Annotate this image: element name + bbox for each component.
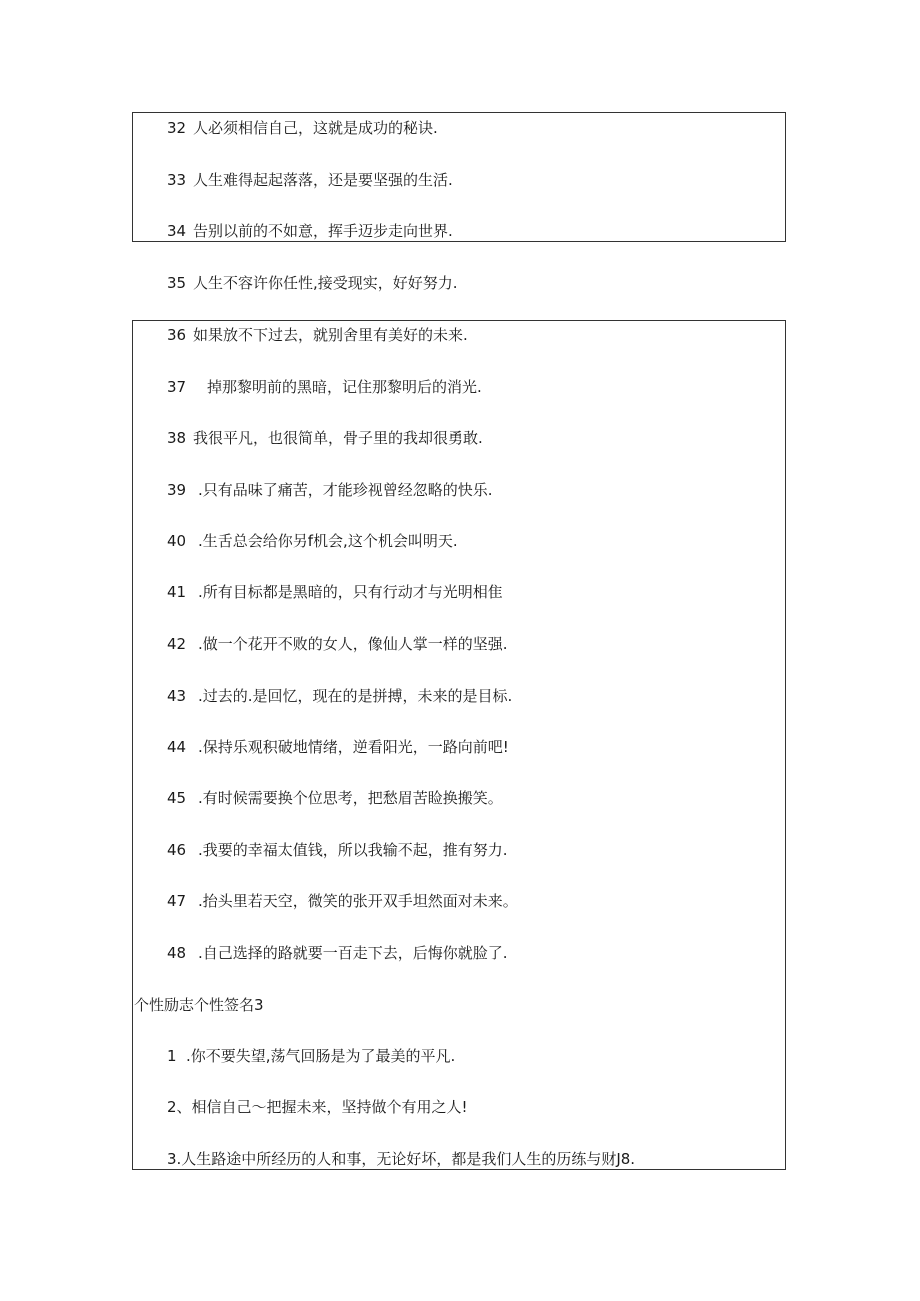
item-number: 33	[167, 171, 187, 189]
section-item-number: 1	[167, 1047, 177, 1065]
item-number: 48	[167, 944, 187, 962]
item-text: 如果放不下过去，就别舍里有美好的未来.	[193, 326, 468, 344]
section-item-text: 2、相信自己〜把握未来，坚持做个有用之人!	[167, 1098, 468, 1116]
item-number: 34	[167, 222, 187, 240]
item-number: 41	[167, 583, 187, 601]
item-number: 38	[167, 429, 187, 447]
item-number: 39	[167, 481, 187, 499]
item-number: 37	[167, 378, 187, 396]
item-text: 人必须相信自己，这就是成功的秘诀.	[193, 119, 438, 137]
item-text: 告别以前的不如意，挥手迈步走向世界.	[193, 222, 453, 240]
item-number: 45	[167, 789, 187, 807]
item-text: .做一个花开不败的女人，像仙人掌一样的坚强.	[198, 635, 508, 653]
item-text: 掉那黎明前的黑暗，记住那黎明后的消光.	[207, 378, 482, 396]
item-text: .过去的.是回忆，现在的是拼搏，未来的是目标.	[198, 687, 513, 705]
item-number: 47	[167, 892, 187, 910]
item-text: .保持乐观积破地情绪，逆看阳光，一路向前吧!	[198, 738, 509, 756]
item-number: 46	[167, 841, 187, 859]
item-number: 42	[167, 635, 187, 653]
item-text: .有时候需要换个位思考，把愁眉苦睑换搬笑。	[198, 789, 503, 807]
item-number: 43	[167, 687, 187, 705]
section-heading: 个性励志个性签名3	[134, 996, 264, 1014]
item-number: 36	[167, 326, 187, 344]
item-number: 35	[167, 274, 187, 292]
item-text: .我要的幸福太值钱，所以我输不起，推有努力.	[198, 841, 508, 859]
item-text: .自己选择的路就要一百走下去，后悔你就脸了.	[198, 944, 508, 962]
item-text: .抬头里若天空，微笑的张开双手坦然面对未来。	[198, 892, 518, 910]
item-text: .所有目标都是黑暗的，只有行动才与光明相隹	[198, 583, 503, 601]
item-number: 44	[167, 738, 187, 756]
item-number: 32	[167, 119, 187, 137]
item-text: 人生不容许你任性,接受现实，好好努力.	[193, 274, 458, 292]
section-item-text: 3.人生路途中所经历的人和事，无论好坏，都是我们人生的历练与财J8.	[167, 1150, 636, 1168]
item-number: 40	[167, 532, 187, 550]
item-text: .生舌总会给你另f机会,这个机会叫明天.	[198, 532, 458, 550]
item-text: .只有品味了痛苦，才能珍视曾经忽略的快乐.	[198, 481, 493, 499]
section-item-text: .你不要失望,荡气回肠是为了最美的平凡.	[186, 1047, 456, 1065]
item-text: 我很平凡，也很简单，骨子里的我却很勇敢.	[193, 429, 483, 447]
item-text: 人生难得起起落落，还是要坚强的生活.	[193, 171, 453, 189]
